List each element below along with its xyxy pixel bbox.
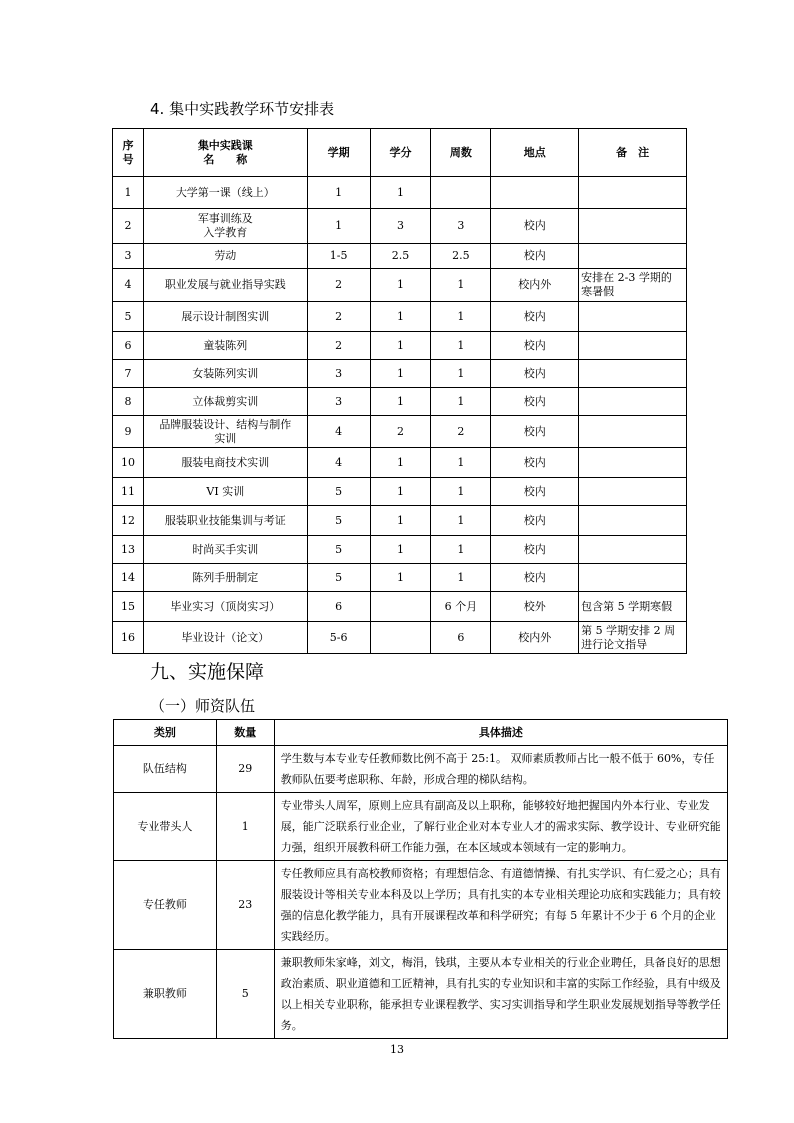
table-cell: 1	[370, 564, 431, 592]
table-cell: 校内	[491, 244, 579, 269]
table-cell: 2	[370, 416, 431, 448]
page-number: 13	[390, 1043, 404, 1056]
table-row	[114, 861, 728, 950]
faculty-header-cell: 数量	[216, 720, 274, 746]
table-cell: 2	[307, 269, 370, 302]
table-cell: 2	[307, 332, 370, 360]
table-cell: 专业带头人周军，原则上应具有副高及以上职称，能够较好地把握国内外本行业、专业发展，能广泛联系行业企业，了解行业企业对本专业人才的需求实际、教学设计、专业研究能力强，组织开展教科研工作能力强，在本区域或本领域有一定的影响力。	[274, 793, 727, 861]
table-cell: 1	[216, 793, 274, 861]
table-cell: 1	[431, 564, 491, 592]
table-cell: 10	[113, 448, 144, 478]
table-cell: 5	[307, 478, 370, 506]
table-cell: 校内	[491, 506, 579, 536]
table-cell: 2	[431, 416, 491, 448]
table-cell	[579, 332, 687, 360]
table-cell	[579, 506, 687, 536]
table-cell: 3	[307, 360, 370, 388]
table-cell	[579, 416, 687, 448]
table-row	[113, 177, 687, 209]
faculty-table	[113, 719, 728, 1039]
table-cell: 4	[307, 448, 370, 478]
table-cell: 立体裁剪实训	[143, 388, 307, 416]
table-cell: 13	[113, 536, 144, 564]
practice-schedule-table	[112, 128, 687, 654]
practice-table-header-row	[113, 129, 687, 177]
table-cell: 校内外	[491, 622, 579, 654]
table-cell: 1	[431, 388, 491, 416]
table-cell: 1	[370, 536, 431, 564]
table-row	[114, 950, 728, 1039]
table-cell: 包含第 5 学期寒假	[579, 592, 687, 622]
table-cell	[579, 209, 687, 244]
practice-header-cell: 备 注	[579, 129, 687, 177]
table-cell	[491, 177, 579, 209]
table-cell: 大学第一课（线上）	[143, 177, 307, 209]
table-cell	[431, 177, 491, 209]
table-cell: 1	[431, 302, 491, 332]
table-cell: 专任教师	[114, 861, 217, 950]
table-cell: 童装陈列	[143, 332, 307, 360]
faculty-header-cell: 具体描述	[274, 720, 727, 746]
table-cell: 1-5	[307, 244, 370, 269]
table-cell: 2	[307, 302, 370, 332]
table-cell: 1	[370, 177, 431, 209]
table-cell: 1	[370, 506, 431, 536]
table-cell	[579, 177, 687, 209]
table-cell: 校内	[491, 536, 579, 564]
table-row	[113, 536, 687, 564]
table-cell: 1	[431, 536, 491, 564]
table-cell	[579, 360, 687, 388]
table-cell	[370, 622, 431, 654]
table-row	[114, 793, 728, 861]
table-cell: 安排在 2-3 学期的 寒暑假	[579, 269, 687, 302]
table-cell: 2.5	[431, 244, 491, 269]
table-cell: 2	[113, 209, 144, 244]
table-cell: 校内	[491, 302, 579, 332]
table-cell: 1	[370, 302, 431, 332]
table-cell: 6 个月	[431, 592, 491, 622]
table-cell: 1	[370, 360, 431, 388]
table-cell: 23	[216, 861, 274, 950]
table-cell: 校内外	[491, 269, 579, 302]
table-cell: 3	[431, 209, 491, 244]
table-cell: 校内	[491, 416, 579, 448]
faculty-table-header-row	[114, 720, 728, 746]
table-cell: VI 实训	[143, 478, 307, 506]
table-cell: 校内	[491, 448, 579, 478]
table-cell	[579, 536, 687, 564]
table-cell: 校内	[491, 332, 579, 360]
table-cell: 1	[431, 478, 491, 506]
table-cell: 校内	[491, 564, 579, 592]
table-cell: 3	[307, 388, 370, 416]
table-cell: 1	[370, 332, 431, 360]
table-cell	[579, 448, 687, 478]
table-cell: 1	[307, 209, 370, 244]
table-row	[113, 448, 687, 478]
table-cell: 毕业实习（顶岗实习）	[143, 592, 307, 622]
table-cell	[579, 388, 687, 416]
table-cell: 第 5 学期安排 2 周 进行论文指导	[579, 622, 687, 654]
table-row	[113, 592, 687, 622]
table-row	[113, 388, 687, 416]
table-cell: 11	[113, 478, 144, 506]
table-cell: 1	[431, 360, 491, 388]
table-cell	[370, 592, 431, 622]
table-cell: 兼职教师朱家峰，刘文，梅涓，钱琪，主要从本专业相关的行业企业聘任，具备良好的思想政治素质、职业道德和工匠精神，具有扎实的专业知识和丰富的实际工作经验，具有中级及以上相关专业职称，能承担专业课程教学、实习实训指导和学生职业发展规划指导等教学任务。	[274, 950, 727, 1039]
table-cell: 1	[370, 478, 431, 506]
table-cell: 展示设计制图实训	[143, 302, 307, 332]
table-cell: 4	[113, 269, 144, 302]
table-cell: 6	[431, 622, 491, 654]
practice-header-cell: 学分	[370, 129, 431, 177]
table-cell: 5	[216, 950, 274, 1039]
table-row	[113, 209, 687, 244]
table-cell: 品牌服装设计、结构与制作 实训	[143, 416, 307, 448]
table-row	[113, 506, 687, 536]
table-cell: 5-6	[307, 622, 370, 654]
table-row	[113, 269, 687, 302]
table-cell: 1	[431, 269, 491, 302]
table-cell: 校内	[491, 360, 579, 388]
practice-header-cell: 序 号	[113, 129, 144, 177]
table-cell: 15	[113, 592, 144, 622]
table-cell: 学生数与本专业专任教师数比例不高于 25:1。 双师素质教师占比一般不低于 60%，专任教师队伍要考虑职称、年龄，形成合理的梯队结构。	[274, 746, 727, 793]
table-cell: 校内	[491, 388, 579, 416]
table-cell: 1	[431, 448, 491, 478]
table-cell: 1	[370, 269, 431, 302]
table-cell	[579, 478, 687, 506]
table-cell: 1	[431, 332, 491, 360]
table-cell	[579, 244, 687, 269]
table-cell: 3	[113, 244, 144, 269]
table-cell: 14	[113, 564, 144, 592]
table-cell: 陈列手册制定	[143, 564, 307, 592]
table-cell	[579, 564, 687, 592]
table-cell: 军事训练及 入学教育	[143, 209, 307, 244]
table-cell: 服装职业技能集训与考证	[143, 506, 307, 536]
faculty-header-cell: 类别	[114, 720, 217, 746]
table-cell: 6	[307, 592, 370, 622]
table-cell: 5	[307, 564, 370, 592]
practice-header-cell: 地点	[491, 129, 579, 177]
table-cell: 2.5	[370, 244, 431, 269]
table-cell: 4	[307, 416, 370, 448]
chapter-9-title: 九、实施保障	[150, 661, 265, 683]
table-cell: 专业带头人	[114, 793, 217, 861]
table-cell: 1	[370, 388, 431, 416]
table-cell: 29	[216, 746, 274, 793]
section-4-title: 4. 集中实践教学环节安排表	[150, 100, 335, 118]
table-row	[114, 746, 728, 793]
table-cell: 兼职教师	[114, 950, 217, 1039]
table-row	[113, 332, 687, 360]
table-cell: 职业发展与就业指导实践	[143, 269, 307, 302]
table-cell: 8	[113, 388, 144, 416]
table-row	[113, 302, 687, 332]
table-cell: 16	[113, 622, 144, 654]
table-cell: 5	[113, 302, 144, 332]
table-cell: 1	[431, 506, 491, 536]
table-cell: 校内	[491, 478, 579, 506]
table-row	[113, 622, 687, 654]
table-cell: 劳动	[143, 244, 307, 269]
table-cell: 7	[113, 360, 144, 388]
table-cell: 服装电商技术实训	[143, 448, 307, 478]
table-cell: 毕业设计（论文）	[143, 622, 307, 654]
table-cell: 时尚买手实训	[143, 536, 307, 564]
table-cell: 专任教师应具有高校教师资格；有理想信念、有道德情操、有扎实学识、有仁爱之心；具有服装设计等相关专业本科及以上学历；具有扎实的本专业相关理论功底和实践能力；具有较强的信息化教学能力，具有开展课程改革和科学研究；有每 5 年累计不少于 6 个月的企业实践经历。	[274, 861, 727, 950]
table-cell: 9	[113, 416, 144, 448]
table-cell: 6	[113, 332, 144, 360]
table-cell: 3	[370, 209, 431, 244]
table-cell: 1	[113, 177, 144, 209]
table-cell: 校外	[491, 592, 579, 622]
table-cell: 5	[307, 536, 370, 564]
table-row	[113, 360, 687, 388]
table-row	[113, 478, 687, 506]
table-cell	[579, 302, 687, 332]
table-cell: 女装陈列实训	[143, 360, 307, 388]
table-cell: 5	[307, 506, 370, 536]
table-row	[113, 244, 687, 269]
table-cell: 队伍结构	[114, 746, 217, 793]
table-cell: 12	[113, 506, 144, 536]
table-cell: 1	[370, 448, 431, 478]
table-cell: 1	[307, 177, 370, 209]
table-row	[113, 564, 687, 592]
practice-header-cell: 集中实践课 名 称	[143, 129, 307, 177]
table-row	[113, 416, 687, 448]
faculty-subsection-title: （一）师资队伍	[150, 697, 256, 715]
practice-header-cell: 学期	[307, 129, 370, 177]
practice-header-cell: 周数	[431, 129, 491, 177]
table-cell: 校内	[491, 209, 579, 244]
